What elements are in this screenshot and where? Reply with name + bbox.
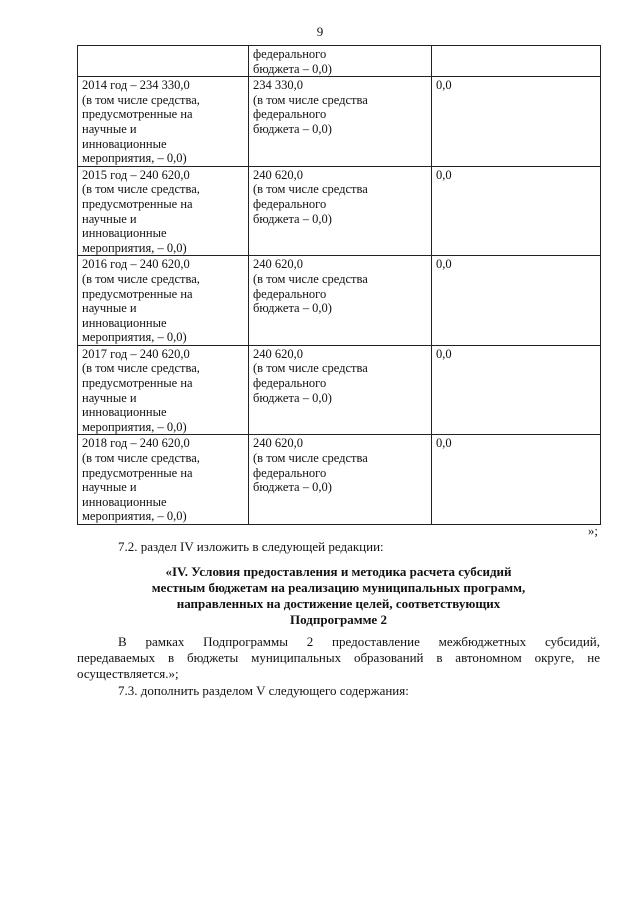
cell-text-line: (в том числе средства,	[82, 271, 200, 286]
table-cell-col1	[78, 435, 249, 525]
cell-text-line: федерального	[253, 465, 327, 480]
cell-text-line: (в том числе средства	[253, 182, 368, 197]
paragraph-line: осуществляется.»;	[77, 666, 179, 681]
cell-text-line: 240 620,0	[253, 346, 303, 361]
cell-text-line: 0,0	[436, 257, 452, 272]
cell-text-line: (в том числе средства,	[82, 182, 200, 197]
heading-line: направленных на достижение целей, соответствующих	[176, 596, 501, 611]
table-cell-col3	[432, 166, 601, 256]
cell-text-line: мероприятия, – 0,0)	[82, 419, 187, 434]
cell-text-line: инновационные	[82, 315, 167, 330]
heading-line: Подпрограмме 2	[290, 612, 387, 627]
cell-text-line: 2017 год – 240 620,0	[82, 346, 190, 361]
table-cell-col2	[249, 77, 432, 167]
table-row	[78, 166, 601, 256]
table-cell-col2	[249, 256, 432, 346]
cell-text-line: 2016 год – 240 620,0	[82, 257, 190, 272]
cell-text-line: мероприятия, – 0,0)	[82, 509, 187, 524]
cell-text-line: (в том числе средства	[253, 271, 368, 286]
cell-text-line: мероприятия, – 0,0)	[82, 151, 187, 166]
table-cell-col1	[78, 166, 249, 256]
table-row	[78, 46, 601, 77]
close-quote: »;	[587, 523, 598, 538]
cell-text-line: 234 330,0	[253, 78, 303, 93]
body-paragraph	[77, 634, 600, 682]
cell-text-line: федерального	[253, 286, 327, 301]
cell-text-line: 0,0	[436, 436, 452, 451]
table-cell-col3	[432, 77, 601, 167]
cell-text-line: федерального	[253, 376, 327, 391]
cell-text-line: 2018 год – 240 620,0	[82, 436, 190, 451]
table-cell-col2	[249, 345, 432, 435]
cell-text-line: 2015 год – 240 620,0	[82, 167, 190, 182]
heading-line: «IV. Условия предоставления и методика расчета субсидий	[165, 564, 512, 579]
cell-text-line: 0,0	[436, 78, 452, 93]
table-cell-col1	[78, 77, 249, 167]
cell-text-line: предусмотренные на	[82, 286, 193, 301]
table-cell-col2	[249, 166, 432, 256]
heading-line: местным бюджетам на реализацию муниципальных программ,	[151, 580, 526, 595]
cell-text-line: 240 620,0	[253, 436, 303, 451]
cell-text-line: бюджета – 0,0)	[253, 301, 332, 316]
cell-text-line: бюджета – 0,0)	[253, 390, 332, 405]
cell-text-line: бюджета – 0,0)	[253, 61, 332, 76]
cell-text-line: федерального	[253, 47, 327, 61]
table-cell-col1	[78, 256, 249, 346]
table-cell-col3	[432, 256, 601, 346]
cell-text-line: мероприятия, – 0,0)	[82, 330, 187, 345]
cell-text-line: предусмотренные на	[82, 107, 193, 122]
cell-text-line: федерального	[253, 107, 327, 122]
cell-text-line: 240 620,0	[253, 167, 303, 182]
instruction-7-2: 7.2. раздел IV изложить в следующей редакции:	[118, 539, 384, 554]
page-number: 9	[316, 24, 324, 39]
table-row	[78, 77, 601, 167]
table-cell-col3	[432, 435, 601, 525]
cell-text-line: 0,0	[436, 346, 452, 361]
cell-text-line: научные и	[82, 301, 137, 316]
paragraph-line: В рамках Подпрограммы 2 предоставление межбюджетных субсидий,	[118, 634, 600, 649]
cell-text-line: бюджета – 0,0)	[253, 480, 332, 495]
cell-text-line: инновационные	[82, 494, 167, 509]
cell-text-line: предусмотренные на	[82, 196, 193, 211]
cell-text-line: научные и	[82, 211, 137, 226]
instruction-7-3: 7.3. дополнить разделом V следующего содержания:	[118, 683, 409, 698]
table-row	[78, 256, 601, 346]
cell-text-line: мероприятия, – 0,0)	[82, 240, 187, 255]
budget-table-body	[78, 46, 601, 525]
budget-table	[77, 45, 601, 525]
cell-text-line: (в том числе средства,	[82, 361, 200, 376]
cell-text-line: федерального	[253, 196, 327, 211]
cell-text-line: (в том числе средства	[253, 451, 368, 466]
section-heading	[77, 564, 600, 628]
table-cell-col1	[78, 345, 249, 435]
cell-text-line: инновационные	[82, 226, 167, 241]
table-cell-col2	[249, 46, 432, 77]
cell-text-line: 240 620,0	[253, 257, 303, 272]
cell-text-line: (в том числе средства,	[82, 451, 200, 466]
table-cell-col1	[78, 46, 249, 77]
cell-text-line: (в том числе средства	[253, 92, 368, 107]
cell-text-line: научные и	[82, 390, 137, 405]
cell-text-line: (в том числе средства	[253, 361, 368, 376]
cell-text-line: научные и	[82, 480, 137, 495]
cell-text-line: 2014 год – 234 330,0	[82, 78, 190, 93]
paragraph-line: передаваемых в бюджеты муниципальных образований в автономном округе, не	[77, 650, 600, 665]
cell-text-line: бюджета – 0,0)	[253, 211, 332, 226]
cell-text-line: предусмотренные на	[82, 465, 193, 480]
cell-text-line: (в том числе средства,	[82, 92, 200, 107]
cell-text-line: бюджета – 0,0)	[253, 121, 332, 136]
table-row	[78, 435, 601, 525]
cell-text-line: инновационные	[82, 405, 167, 420]
table-row	[78, 345, 601, 435]
cell-text-line: научные и	[82, 121, 137, 136]
table-cell-col3	[432, 46, 601, 77]
table-cell-col2	[249, 435, 432, 525]
cell-text-line: 0,0	[436, 167, 452, 182]
table-cell-col3	[432, 345, 601, 435]
cell-text-line: предусмотренные на	[82, 376, 193, 391]
cell-text-line: инновационные	[82, 136, 167, 151]
